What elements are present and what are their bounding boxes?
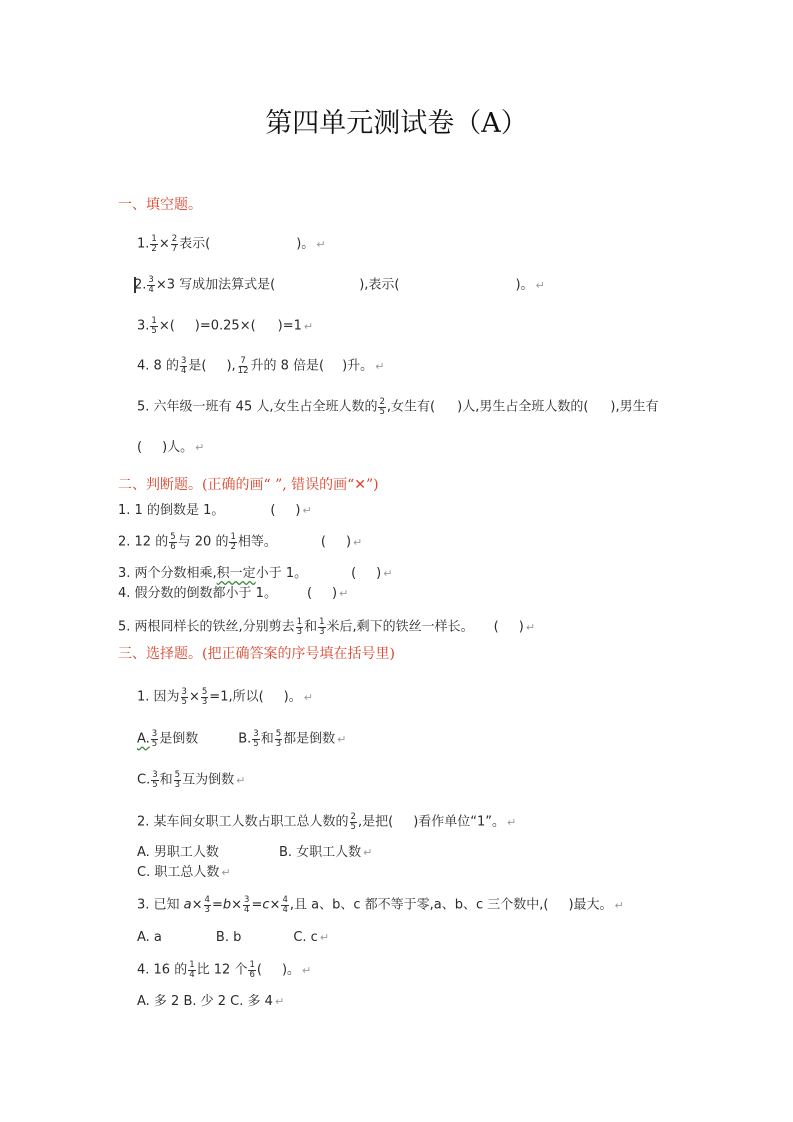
choice-2-options-ab [137, 844, 372, 862]
fraction: $\frac{3}{5}$ [181, 687, 187, 707]
fraction: $\frac{1}{6}$ [249, 960, 255, 980]
choice-1-option-c: C. $\frac{3}{5}$ 和 $\frac{5}{3}$ 互为倒数 ↵ [137, 770, 246, 790]
paragraph-mark-icon: ↵ [614, 898, 624, 912]
page-title: 第四单元测试卷（A） [265, 108, 528, 139]
section-heading-multiple-choice: 三、选择题。(把正确答案的序号填在括号里) [118, 646, 395, 662]
fraction: $\frac{4}{4}$ [282, 895, 288, 915]
option-b: B. 女职工人数 [278, 845, 362, 860]
fraction: $\frac{5}{3}$ [201, 687, 208, 707]
question-5: 5. 六年级一班有 45 人,女生占全班人数的 $\frac{2}{5}$ ,女生有( )人,男生占全班人数的( ),男生有 [137, 397, 659, 417]
choice-1-options-ab: A. $\frac{3}{5}$ 是倒数 B. $\frac{3}{5}$ 和 $\frac{5}{3}$ 都是倒数 ↵ [137, 729, 347, 749]
section-heading-fill-blank: 一、填空题。 [118, 197, 202, 213]
paragraph-mark-icon: ↵ [339, 587, 349, 600]
option-c: C. 职工总人数 [137, 865, 220, 880]
paragraph-mark-icon: ↵ [302, 504, 312, 517]
judge-1: 1. 1 的倒数是 1。 ( ) ↵ [118, 503, 312, 518]
fraction: $\frac{5}{6}$ [170, 532, 176, 552]
judge-2: 2. 12 的 $\frac{5}{6}$ 与 20 的 $\frac{1}{2}$ 相等。 ( ) ↵ [118, 532, 363, 552]
fraction: $\frac{3}{5}$ [152, 770, 158, 790]
fraction: $\frac{3}{4}$ [148, 275, 154, 295]
paragraph-mark-icon: ↵ [535, 278, 545, 292]
fraction: $\frac{3}{5}$ [151, 729, 158, 749]
choice-4: 4. 16 的 $\frac{1}{4}$ 比 12 个 $\frac{1}{6}$ ( )。 ↵ [137, 960, 312, 980]
question-2: 2. $\frac{3}{4}$ ×3 写成加法算式是( ),表示( )。 ↵ [134, 275, 545, 295]
question-5-line-2: ( )人。 ↵ [137, 440, 205, 455]
paragraph-mark-icon: ↵ [195, 441, 205, 454]
choice-2: 2. 某车间女职工人数占职工总人数的 $\frac{2}{5}$ ,是把( )看作单位“1”。 ↵ [137, 812, 517, 832]
paragraph-mark-icon: ↵ [274, 995, 285, 1008]
paragraph-mark-icon: ↵ [375, 359, 385, 373]
judge-4: 4. 假分数的倒数都小于 1。 ( ) ↵ [118, 586, 349, 601]
option-a: A. 男职工人数 [137, 845, 219, 860]
fraction: $\frac{1}{3}$ [296, 617, 303, 637]
paragraph-mark-icon: ↵ [383, 567, 393, 580]
question-1: 1. $\frac{1}{2}$ × $\frac{2}{7}$ 表示( )。 ↵ [137, 234, 326, 254]
choice-3: 3. 已知 a× $\frac{4}{3}$ =b× $\frac{3}{4}$ =c× $\frac{4}{4}$ ,且 a、b、c 都不等于零,a、b、c 三个数中,( )最大。 ↵ [137, 895, 624, 915]
fraction: $\frac{5}{3}$ [275, 729, 282, 749]
paragraph-mark-icon: ↵ [507, 815, 517, 829]
option-b: B. [238, 731, 252, 747]
paragraph-mark-icon: ↵ [303, 319, 314, 333]
fraction: $\frac{2}{5}$ [350, 812, 356, 832]
fraction: $\frac{3}{4}$ [244, 895, 250, 915]
option-a: A. [137, 731, 150, 747]
option-b: B. b [215, 930, 242, 945]
option-a: A. a [137, 930, 162, 945]
judge-5: 5. 两根同样长的铁丝,分别剪去 $\frac{1}{3}$ 和 $\frac{1}{3}$ 米后,剩下的铁丝一样长。 ( ) ↵ [118, 617, 536, 637]
option-c: C. c [293, 930, 318, 945]
choice-4-options: A. 多 2 B. 少 2 C. 多 4 ↵ [137, 994, 285, 1009]
paragraph-mark-icon: ↵ [236, 773, 246, 787]
fraction: $\frac{1}{5}$ [151, 316, 157, 336]
fraction: $\frac{1}{4}$ [189, 960, 195, 980]
choice-3-options [137, 929, 329, 947]
fraction: $\frac{1}{3}$ [319, 617, 325, 637]
judge-3: 3. 两个分数相乘,积一定小于 1。 ( ) ↵ [118, 566, 393, 581]
paragraph-mark-icon: ↵ [525, 620, 536, 634]
question-3: 3. $\frac{1}{5}$ ×( )=0.25×( )=1 ↵ [137, 316, 314, 336]
paragraph-mark-icon: ↵ [221, 866, 231, 879]
fraction: $\frac{1}{2}$ [230, 532, 236, 552]
paragraph-mark-icon: ↵ [302, 963, 312, 977]
paragraph-mark-icon: ↵ [337, 732, 347, 746]
option-c: C. [137, 772, 151, 788]
fraction: $\frac{5}{3}$ [174, 770, 181, 790]
fraction: $\frac{4}{3}$ [204, 895, 210, 915]
choice-1: 1. 因为 $\frac{3}{5}$ × $\frac{5}{3}$ =1,所以( )。 ↵ [137, 687, 313, 707]
fraction: $\frac{3}{5}$ [253, 729, 259, 749]
paragraph-mark-icon: ↵ [363, 846, 373, 859]
fraction: $\frac{2}{5}$ [379, 397, 385, 417]
paragraph-mark-icon: ↵ [353, 535, 363, 549]
choice-2-option-c [137, 864, 231, 882]
section-heading-true-false: 二、判断题。(正确的画“ ”, 错误的画“✕”) [118, 477, 379, 493]
fraction: $\frac{7}{12}$ [237, 356, 249, 376]
paragraph-mark-icon: ↵ [316, 237, 326, 251]
paragraph-mark-icon: ↵ [303, 690, 313, 704]
fraction: $\frac{1}{2}$ [151, 234, 157, 254]
question-4: 4. 8 的 $\frac{3}{4}$ 是( ), $\frac{7}{12}$ 升的 8 倍是( )升。 ↵ [137, 356, 385, 376]
fraction: $\frac{2}{7}$ [171, 234, 178, 254]
fraction: $\frac{3}{4}$ [180, 356, 187, 376]
paragraph-mark-icon: ↵ [319, 931, 330, 944]
